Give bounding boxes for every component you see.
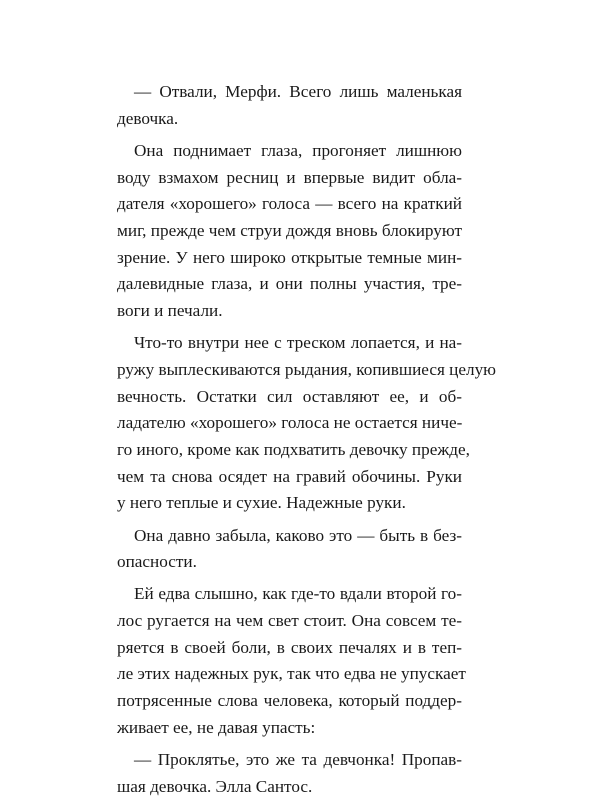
text-line: потрясенные слова человека, который поддер- bbox=[117, 691, 462, 711]
body-text bbox=[117, 79, 497, 806]
text-line: — Проклятье, это же та девчонка! Пропав- bbox=[134, 750, 462, 769]
text-line: воги и печали. bbox=[117, 301, 223, 320]
text-line: ружу выплескиваются рыдания, копившиеся целую bbox=[117, 359, 497, 379]
text-line: дателя «хорошего» голоса — всего на краткий bbox=[117, 194, 462, 214]
text-line: живает ее, не давая упасть: bbox=[117, 717, 316, 737]
text-line: Что-то внутри нее с треском лопается, и на- bbox=[134, 333, 462, 353]
text-line: ле этих надежных рук, так что едва не упускает bbox=[117, 664, 466, 684]
paragraph-4 bbox=[117, 523, 462, 576]
text-line: зрение. У него широко открытые темные мин- bbox=[117, 247, 462, 267]
text-line: воду взмахом ресниц и впервые видит обла- bbox=[117, 167, 462, 187]
text-line: чем та снова осядет на гравий обочины. Руки bbox=[117, 466, 462, 486]
text-line: Она давно забыла, каково это — быть в без- bbox=[134, 525, 462, 545]
paragraph-2 bbox=[117, 138, 462, 325]
text-line: вечность. Остатки сил оставляют ее, и об- bbox=[117, 386, 462, 406]
text-line: у него теплые и сухие. Надежные руки. bbox=[117, 493, 406, 513]
text-line: далевидные глаза, и они полны участия, тре- bbox=[117, 274, 462, 294]
text-line: ряется в своей боли, в своих печалях и в теп- bbox=[117, 637, 462, 657]
text-line: опасности. bbox=[117, 552, 197, 572]
text-line: ладателю «хорошего» голоса не остается ниче- bbox=[117, 413, 463, 433]
text-line: Она поднимает глаза, прогоняет лишнюю bbox=[134, 140, 462, 160]
text-line: девочка. bbox=[117, 108, 179, 128]
text-line: Ей едва слышно, как где-то вдали второй го- bbox=[134, 584, 462, 604]
paragraph-3 bbox=[117, 330, 497, 517]
paragraph-1 bbox=[117, 79, 462, 132]
text-line: — Отвали, Мерфи. Всего лишь маленькая bbox=[134, 82, 462, 101]
text-line: лос ругается на чем свет стоит. Она совсем те- bbox=[117, 611, 462, 631]
text-line: миг, прежде чем струи дождя вновь блокируют bbox=[117, 220, 463, 240]
paragraph-6 bbox=[117, 747, 462, 800]
text-line: го иного, кроме как подхватить девочку прежде, bbox=[117, 439, 470, 459]
text-line: шая девочка. Элла Сантос. bbox=[117, 776, 313, 796]
paragraph-5 bbox=[117, 581, 466, 741]
